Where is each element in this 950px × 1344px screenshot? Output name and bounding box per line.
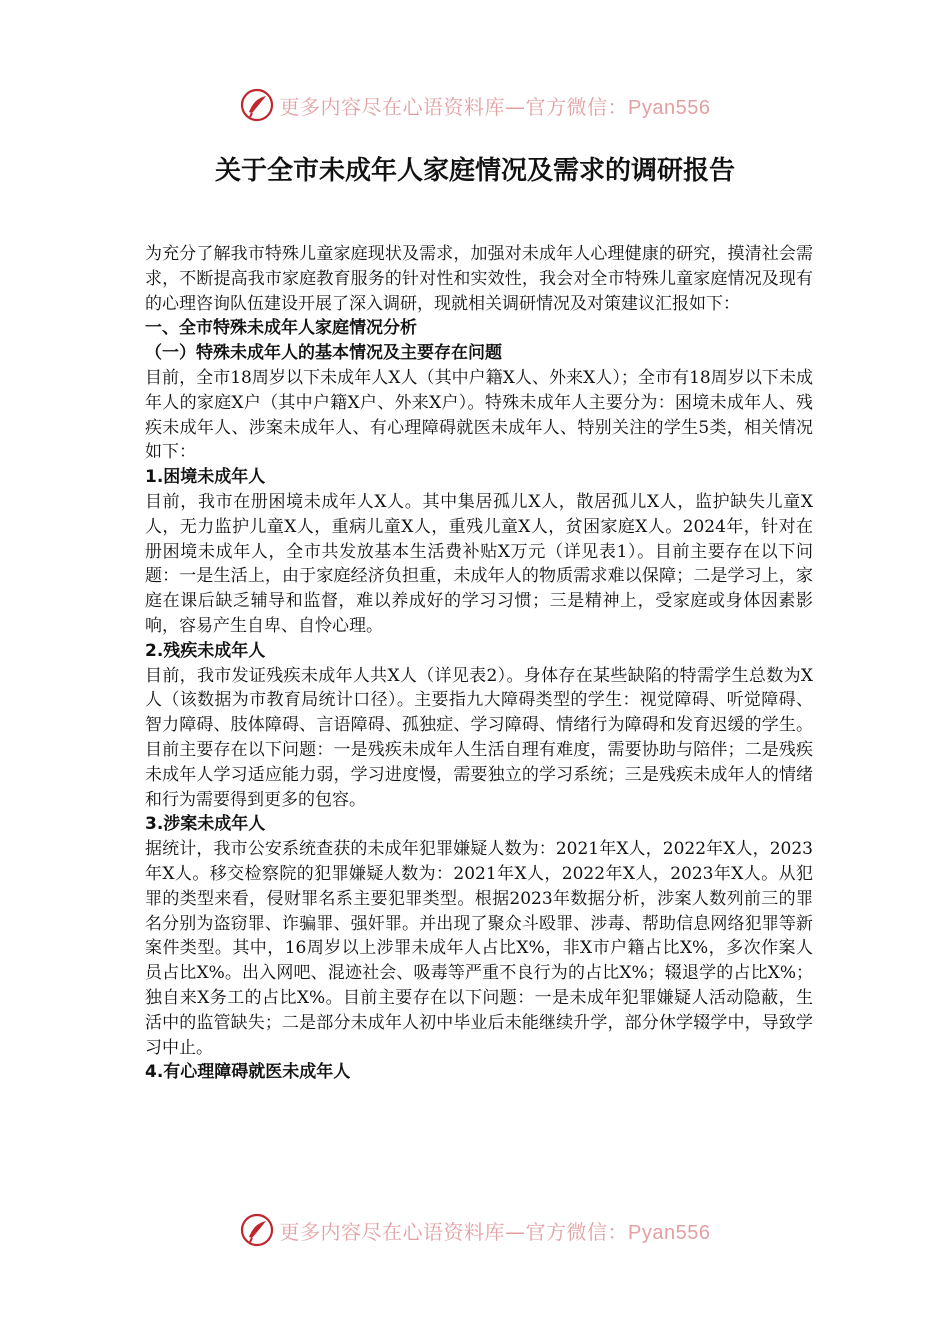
paragraph: 目前，我市发证残疾未成年人共X人（详见表2）。身体存在某些缺陷的特需学生总数为X人（该数据为市教育局统计口径）。主要指九大障碍类型的学生：视觉障碍、听觉障碍、智力障碍、肢体障碍、言语障碍、孤独症、学习障碍、情绪行为障碍和发育迟缓的学生。目前主要存在以下问题：一是残疾未成年人生活自理有难度，需要协助与陪伴；二是残疾未成年人学习适应能力弱，学习进度慢，需要独立的学习系统；三是残疾未成年人的情绪和行为需要得到更多的包容。 — [145, 665, 813, 810]
logo-icon — [240, 88, 274, 122]
item-heading: 1.困境未成年人 — [145, 467, 266, 488]
logo-icon — [240, 1213, 274, 1247]
subsection-heading: （一）特殊未成年人的基本情况及主要存在问题 — [145, 343, 502, 364]
paragraph: 目前，我市在册困境未成年人X人。其中集居孤儿X人，散居孤儿X人，监护缺失儿童X人，无力监护儿童X人，重病儿童X人，重残儿童X人，贫困家庭X人。2024年，针对在册困境未成年人，全市共发放基本生活费补贴X万元（详见表1）。目前主要存在以下问题：一是生活上，由于家庭经济负担重，未成年人的物质需求难以保障；二是学习上，家庭在课后缺乏辅导和监督，难以养成好的学习习惯；三是精神上，受家庭或身体因素影响，容易产生自卑、自怜心理。 — [145, 491, 813, 636]
section-heading: 一、全市特殊未成年人家庭情况分析 — [145, 318, 417, 339]
watermark-header — [0, 85, 950, 125]
watermark-text: 更多内容尽在心语资料库—官方微信：Pyan556 — [279, 1219, 711, 1244]
item-heading: 4.有心理障碍就医未成年人 — [145, 1062, 351, 1083]
intro-paragraph: 为充分了解我市特殊儿童家庭现状及需求，加强对未成年人心理健康的研究，摸清社会需求，不断提高我市家庭教育服务的针对性和实效性，我会对全市特殊儿童家庭情况及现有的心理咨询队伍建设开展了深入调研，现就相关调研情况及对策建议汇报如下： — [145, 244, 813, 314]
watermark-footer — [0, 1210, 950, 1250]
paragraph: 目前，全市18周岁以下未成年人X人（其中户籍X人、外来X人）；全市有18周岁以下未成年人的家庭X户（其中户籍X户、外来X户）。特殊未成年人主要分为：困境未成年人、残疾未成年人、涉案未成年人、有心理障碍就医未成年人、特别关注的学生5类，相关情况如下： — [145, 367, 813, 463]
item-heading: 3.涉案未成年人 — [145, 814, 266, 835]
item-heading: 2.残疾未成年人 — [145, 640, 266, 661]
paragraph: 据统计，我市公安系统查获的未成年犯罪嫌疑人数为：2021年X人，2022年X人，2023年X人。移交检察院的犯罪嫌疑人数为：2021年X人，2022年X人，2023年X人。从犯罪的类型来看，侵财罪名系主要犯罪类型。根据2023年数据分析，涉案人数列前三的罪名分别为盗窃罪、诈骗罪、强奸罪。并出现了聚众斗殴罪、涉毒、帮助信息网络犯罪等新案件类型。其中，16周岁以上涉罪未成年人占比X%，非X市户籍占比X%，多次作案人员占比X%。出入网吧、混迹社会、吸毒等严重不良行为的占比X%；辍退学的占比X%；独自来X务工的占比X%。目前主要存在以下问题：一是未成年犯罪嫌疑人活动隐蔽，生活中的监管缺失；二是部分未成年人初中毕业后未能继续升学，部分休学辍学中，导致学习中止。 — [145, 839, 813, 1058]
watermark-text: 更多内容尽在心语资料库—官方微信：Pyan556 — [279, 94, 711, 119]
document-body — [145, 242, 813, 1085]
page-title: 关于全市未成年人家庭情况及需求的调研报告 — [214, 156, 735, 186]
